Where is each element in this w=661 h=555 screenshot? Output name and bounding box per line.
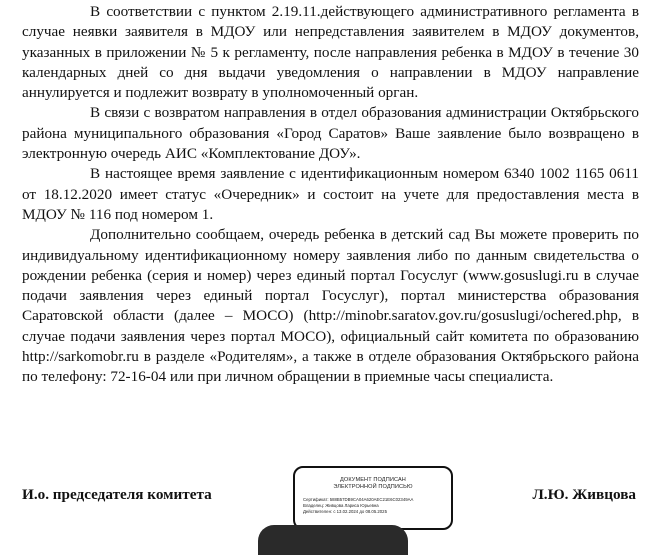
stamp-validity: Действителен: с 13.02.2024 до 08.05.2025 [303,509,387,514]
stamp-title-line1: ДОКУМЕНТ ПОДПИСАН [340,477,406,483]
stamp-details [295,497,451,515]
paragraph-status: В настоящее время заявление с идентификационным номером 6340 1002 1165 0611 от 18.12.2020 имеет статус «Очередник» и состоит на учете для предоставления места в МДОУ № 116 под номером 1. [22,165,639,223]
stamp-title [295,477,451,491]
letter-body [22,2,639,388]
paragraph-additional-info: Дополнительно сообщаем, очередь ребенка в детский сад Вы можете проверить по индивидуальному идентификационному номеру заявления либо по данным свидетельства о рождении ребенка (серия и номер) через единый портал Госуслуг (www.gosuslugi.ru в случае подачи заявления через единый портал Госуслуг), портал министерства образования Саратовской области (далее – МОСО) (http://minobr.saratov.gov.ru/gosuslugi/ochered.php, в случае подачи заявления через портал МОСО), официальный сайт комитета по образованию http://sarkomobr.ru в разделе «Родителям», а также в отделе образования Октябрьского района по телефону: 72-16-04 или при личном обращении в приемные часы специалиста. [22,226,639,386]
signer-name: Л.Ю. Живцова [532,486,636,503]
page-bottom-decoration [258,525,408,555]
paragraph-regulation: В соответствии с пунктом 2.19.11.действующего административного регламента в случае неявки заявителя в МДОУ или непредставления заявителем в МДОУ документов, указанных в приложении № 5 к регламенту, после направления ребенка в МДОУ в течение 30 календарных дней со дня выдачи уведомления о направлении в МДОУ направление аннулируется и подлежит возврату в уполномоченный орган. [22,3,639,102]
electronic-signature-stamp [293,466,453,530]
stamp-title-line2: ЭЛЕКТРОННОЙ ПОДПИСЬЮ [333,484,413,490]
stamp-owner: Владелец: Живцова Лариса Юрьевна [303,503,379,508]
signer-position: И.о. председателя комитета [22,486,212,503]
stamp-certificate: Сертификат: 588B57DB9CA04A620AEC21E6C02349AA [303,497,414,502]
signature-block [0,466,661,532]
paragraph-return: В связи с возвратом направления в отдел образования администрации Октябрьского района муниципального образования «Город Саратов» Ваше заявление было возвращено в электронную очередь АИС «Комплектование ДОУ». [22,104,639,163]
